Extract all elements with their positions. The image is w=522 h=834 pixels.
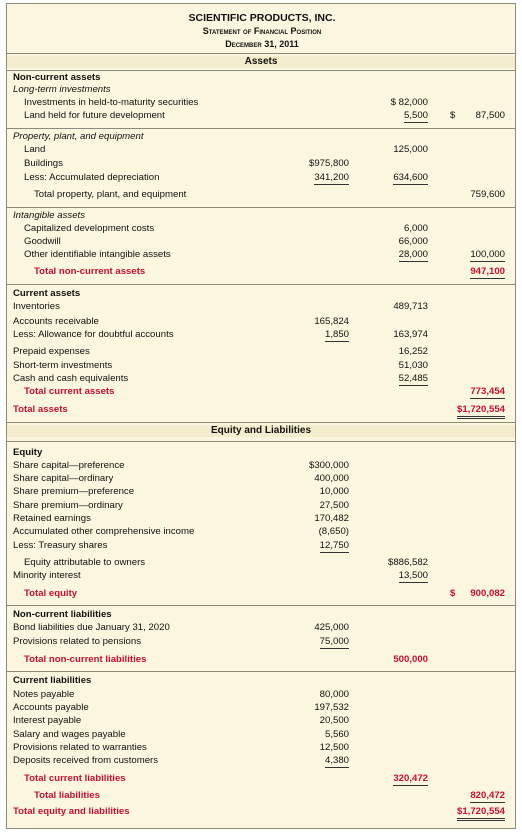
total-row: Total equity $ 900,082 xyxy=(24,588,505,599)
subsection-heading: Intangible assets xyxy=(13,210,85,221)
table-row: Inventories 489,713 xyxy=(13,301,428,312)
divider xyxy=(7,207,515,208)
total-row: Total non-current liabilities 500,000 xyxy=(24,654,428,665)
section-heading: Equity xyxy=(13,447,43,458)
table-row: Share premium—preference 10,000 xyxy=(13,486,349,497)
section-heading: Current assets xyxy=(13,288,81,299)
table-row: Minority interest 13,500 xyxy=(13,570,428,581)
table-row: Accumulated other comprehensive income (8,650) xyxy=(13,526,349,537)
divider xyxy=(7,128,515,129)
table-row: Retained earnings 170,482 xyxy=(13,513,349,524)
divider xyxy=(7,70,515,71)
table-row: Total property, plant, and equipment 759,600 xyxy=(34,189,505,200)
divider xyxy=(7,605,515,606)
table-row: Share premium—ordinary 27,500 xyxy=(13,500,349,511)
total-row: Total equity and liabilities $1,720,554 xyxy=(7,806,515,818)
section-heading: Non-current liabilities xyxy=(13,609,112,620)
table-row: Deposits received from customers 4,380 xyxy=(13,755,349,766)
table-row: Less: Accumulated depreciation 341,200 634,600 xyxy=(24,172,428,183)
section-heading: Current liabilities xyxy=(13,675,92,686)
section-title-equity-liabilities: Equity and Liabilities xyxy=(7,425,515,437)
table-row: Bond liabilities due January 31, 2020 425,000 xyxy=(13,622,349,633)
divider xyxy=(7,671,515,672)
table-row: Land 125,000 xyxy=(24,144,428,155)
total-row: Total liabilities 820,472 xyxy=(34,790,505,801)
divider xyxy=(7,284,515,285)
total-row: Total assets $1,720,554 xyxy=(7,404,515,416)
table-row: Prepaid expenses 16,252 xyxy=(13,346,428,357)
table-row: Other identifiable intangible assets 28,000 100,000 xyxy=(24,249,505,260)
table-row: Interest payable 20,500 xyxy=(13,715,349,726)
table-row: Short-term investments 51,030 xyxy=(13,360,428,371)
statement-title: Statement of Financial Position xyxy=(202,26,322,36)
table-row: Salary and wages payable 5,560 xyxy=(13,729,349,740)
table-row: Less: Treasury shares 12,750 xyxy=(13,540,349,551)
table-row: Less: Allowance for doubtful accounts 1,850 163,974 xyxy=(13,329,428,340)
table-row: Share capital—preference $300,000 xyxy=(13,460,349,471)
total-row: Total current assets 773,454 xyxy=(24,386,505,397)
table-row: Land held for future development 5,500 $ 87,500 xyxy=(24,110,505,121)
divider xyxy=(7,441,515,442)
table-row: Notes payable 80,000 xyxy=(13,689,349,700)
table-row: Accounts receivable 165,824 xyxy=(13,316,349,327)
table-row: Capitalized development costs 6,000 xyxy=(24,223,428,234)
table-row: Cash and cash equivalents 52,485 xyxy=(13,373,428,384)
table-row: Provisions related to pensions 75,000 xyxy=(13,636,349,647)
subsection-heading: Long-term investments xyxy=(13,84,111,95)
statement-sheet xyxy=(6,3,516,829)
divider xyxy=(7,422,515,423)
table-row: Provisions related to warranties 12,500 xyxy=(13,742,349,753)
table-row: Buildings $975,800 xyxy=(24,158,349,169)
total-row: Total current liabilities 320,472 xyxy=(24,773,428,784)
statement-date: December 31, 2011 xyxy=(225,39,299,49)
section-title-assets: Assets xyxy=(7,56,515,68)
divider xyxy=(7,53,515,54)
subsection-heading: Property, plant, and equipment xyxy=(13,131,144,142)
total-row: Total non-current assets 947,100 xyxy=(34,266,505,277)
table-row: Equity attributable to owners $886,582 xyxy=(24,557,428,568)
company-name: SCIENTIFIC PRODUCTS, INC. xyxy=(188,12,336,24)
table-row: Investments in held-to-maturity securities $ 82,000 xyxy=(24,97,428,108)
section-heading: Non-current assets xyxy=(13,72,101,83)
table-row: Accounts payable 197,532 xyxy=(13,702,349,713)
table-row: Goodwill 66,000 xyxy=(24,236,428,247)
table-row: Share capital—ordinary 400,000 xyxy=(13,473,349,484)
